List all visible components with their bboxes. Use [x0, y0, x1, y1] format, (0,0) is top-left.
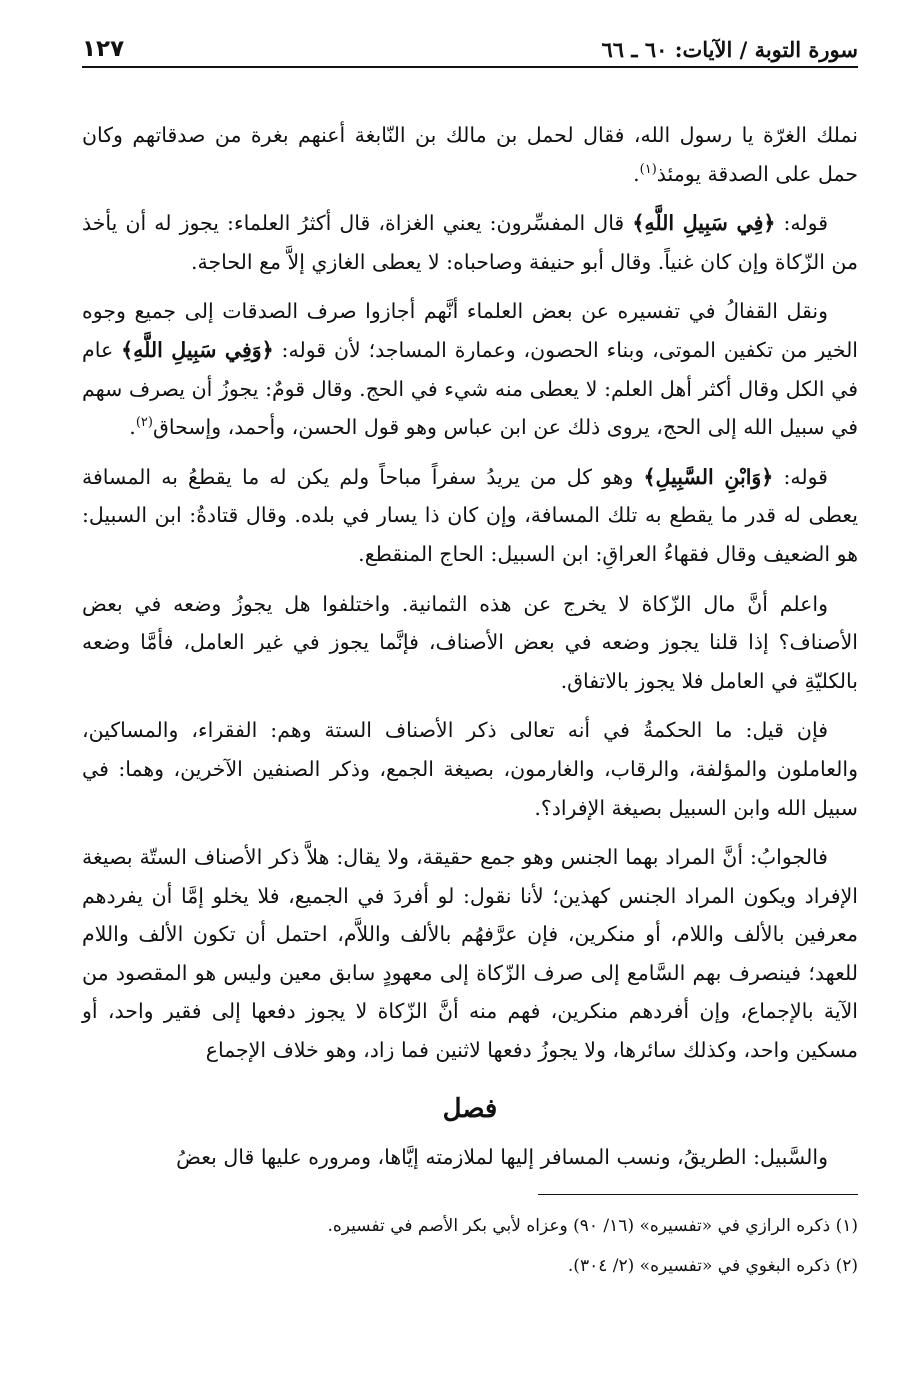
paragraph-text: ونقل القفالُ في تفسيره عن بعض العلماء أنَّهم أجازوا صرف الصدقات إلى جميع وجوه الخير من تكفين الموتى، وبناء الحصون، وعمارة المساجد؛ لأن قوله: [82, 299, 859, 362]
footnote-reference: (١) [639, 161, 657, 177]
paragraph-text: نملك الغرّة يا رسول الله، فقال لحمل بن مالك بن النّابغة أعنهم بغرة من صدقاتهم وكان حمل على الصدقة يومئذ [82, 123, 858, 186]
paragraph-4 [82, 458, 858, 574]
quran-verse: ﴿وَابْنِ السَّبِيلِ﴾ [643, 464, 774, 489]
paragraph-text: والسَّبيل: الطريقُ، ونسب المسافر إليها لملازمته إيَّاها، ومروره عليها قال بعضُ [176, 1144, 828, 1169]
closing-paragraph [82, 1138, 858, 1177]
footnotes [82, 1209, 858, 1283]
paragraph-text: فإن قيل: ما الحكمةُ في أنه تعالى ذكر الأصناف الستة وهم: الفقراء، والمساكين، والعاملون والمؤلفة، والرقاب، والغارمون، بصيغة الجمع، وذكر الصنفين الآخرين، وهما: في سبيل الله وابن السبيل بصيغة الإفراد؟. [82, 718, 858, 820]
paragraph-6 [82, 711, 858, 827]
footnote-separator [538, 1194, 858, 1195]
paragraph-text: واعلم أنَّ مال الزّكاة لا يخرج عن هذه الثمانية. واختلفوا هل يجوزُ وضعه في بعض الأصناف؟ إذا قلنا يجوز وضعه في بعض الأصناف، فإنَّما يجوز في غير العامل، فأمَّا وضعه بالكليّةِ في العامل فلا يجوز بالاتفاق. [82, 591, 858, 693]
paragraph-2 [82, 204, 858, 281]
paragraph-tail: . [129, 415, 136, 440]
book-page [82, 28, 858, 1348]
running-title: سورة التوبة / الآيات: ٦٠ ـ ٦٦ [601, 37, 858, 62]
paragraph-text-cont: وهو كل من يريدُ سفراً مباحاً ولم يكن له ما يقطعُ به المسافة يعطى له قدر ما يقطع به تلك المسافة، وإن كان ذا يسار في بلده. وقال قتادةُ: ابن السبيل: هو الضعيف وقال فقهاءُ العراقِ: ابن السبيل: الحاج المنقطع. [82, 464, 858, 566]
quran-verse: ﴿فِي سَبِيلِ اللَّهِ﴾ [632, 211, 776, 236]
paragraph-3 [82, 292, 858, 446]
footnote-2: (٢) ذكره البغوي في «تفسيره» (٢/ ٣٠٤). [567, 1256, 858, 1277]
footnote-reference: (٢) [135, 415, 153, 431]
quran-verse: ﴿وَفِي سَبِيلِ اللَّهِ﴾ [121, 337, 274, 362]
page-number: ١٢٧ [82, 36, 125, 62]
paragraph-7 [82, 838, 858, 1070]
paragraph-text: قوله: [773, 464, 828, 489]
footnote-1: (١) ذكره الرازي في «تفسيره» (١٦/ ٩٠) وعزاه لأبي بكر الأصم في تفسيره. [327, 1216, 858, 1237]
main-text [82, 116, 858, 1283]
section-heading: فصل [442, 1093, 498, 1124]
paragraph-text-cont: عام في الكل وقال أكثر أهل العلم: لا يعطى منه شيء في الحج. وقال قومٌ: يجوزُ أن يصرف سهم في سبيل الله إلى الحج، يروى ذلك عن ابن عباس وهو قول الحسن، وأحمد، وإسحاق [82, 337, 858, 440]
paragraph-tail: . [633, 161, 640, 186]
page-header [82, 28, 858, 68]
paragraph-5 [82, 585, 858, 701]
paragraph-text-cont: قال المفسِّرون: يعني الغزاة، قال أكثرُ العلماء: يجوز له أن يأخذ من الزّكاة وإن كان غنياً. وقال أبو حنيفة وصاحباه: لا يعطى الغازي إلاَّ مع الحاجة. [82, 211, 858, 274]
paragraph-text: قوله: [775, 211, 828, 236]
paragraph-text: فالجوابُ: أنَّ المراد بهما الجنس وهو جمع حقيقة، ولا يقال: هلاَّ ذكر الأصناف الستّة بصيغة الإفراد ويكون المراد الجنس كهذين؛ لأنا نقول: لو أفردَ في الجميع، فلا يخلو إمَّا أن يفردهم معرفين بالألف واللام، أو منكرين، فإن عرَّفهُم بالألف واللاَّم، احتمل أن تكون الألف واللام للعهد؛ فينصرف بهم السَّامع إلى صرف الزّكاة إلى معهودٍ سابق معين وليس هو المقصود من الآية بالإجماع، وإن أفردهم منكرين، فهم منه أنَّ الزّكاة لا يجوز دفعها إلى فقير واحد، أو مسكين واحد، وكذلك سائرها، ولا يجوزُ دفعها لاثنين فما زاد، وهو خلاف الإجماع [82, 845, 858, 1063]
paragraph-1 [82, 116, 858, 193]
